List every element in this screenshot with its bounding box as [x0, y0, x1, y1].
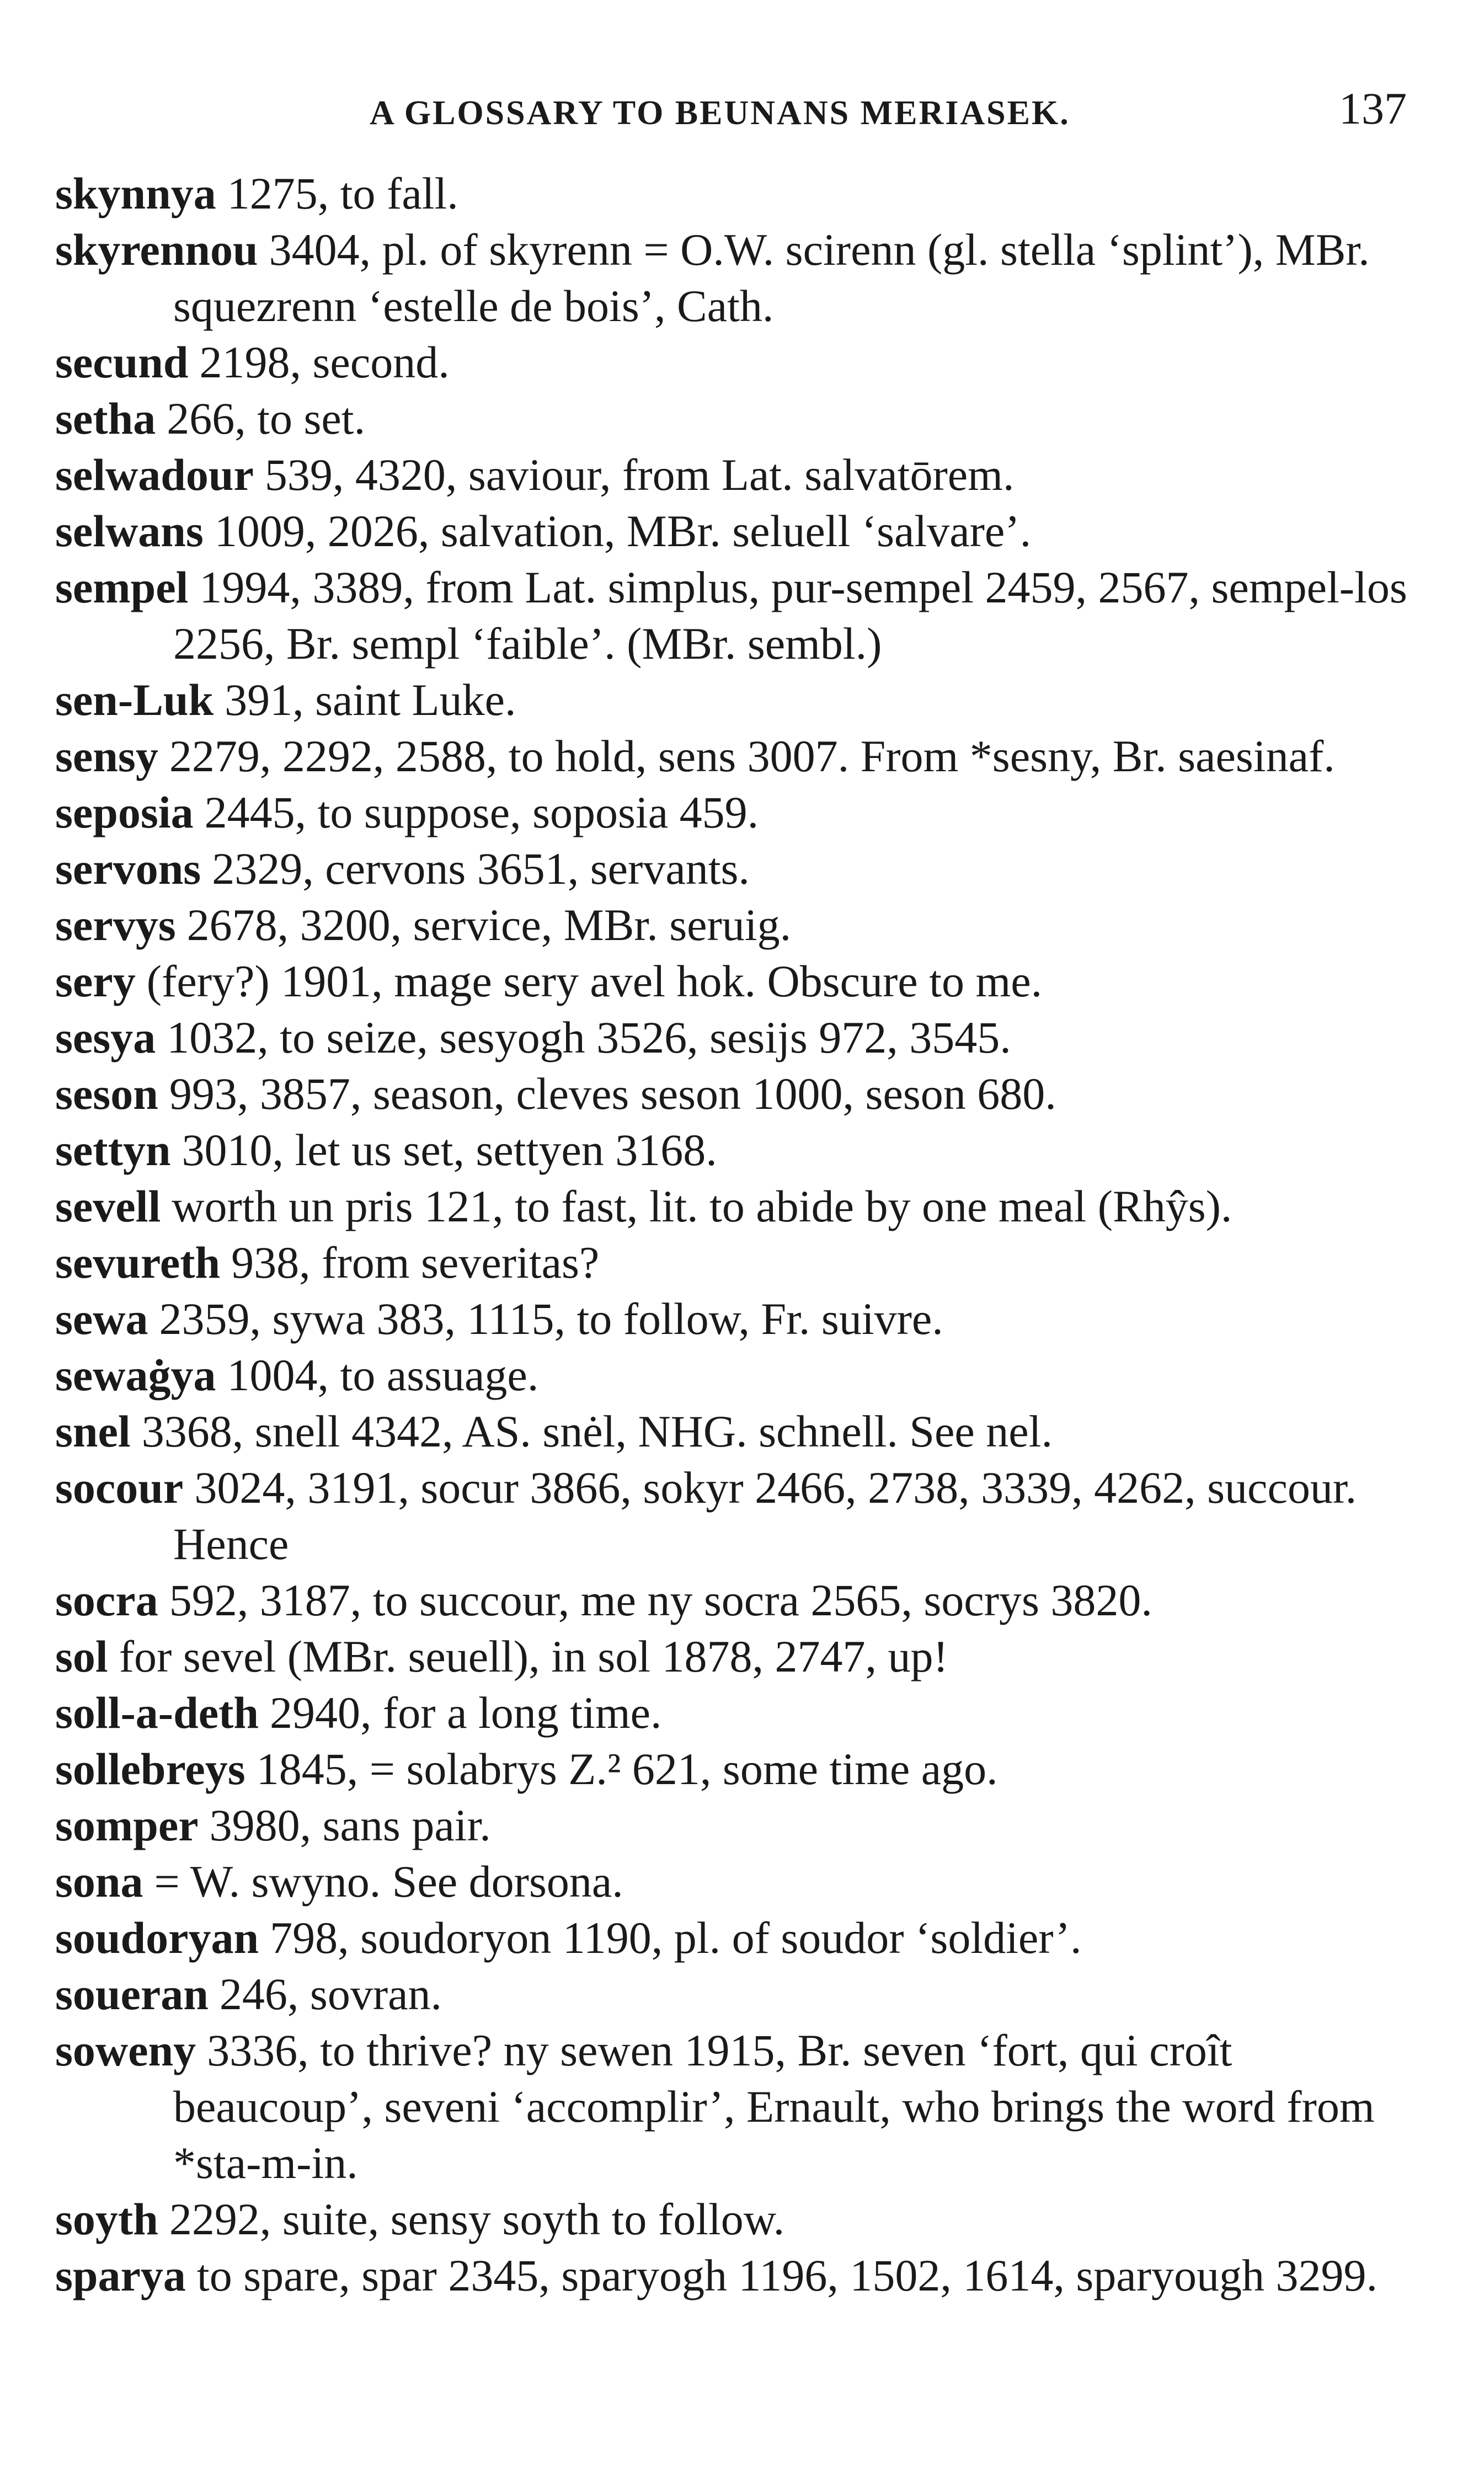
entry-text: 938, from severitas?: [231, 1237, 600, 1288]
entry-headword: seposia: [55, 787, 194, 837]
glossary-entry: [55, 672, 1418, 728]
glossary-entry: [55, 1741, 1418, 1797]
entry-headword: snel: [55, 1406, 131, 1456]
entry-headword: sesya: [55, 1012, 156, 1063]
entry-text: 266, to set.: [167, 393, 366, 444]
entry-headword: sevell: [55, 1181, 161, 1231]
glossary-entry: [55, 897, 1418, 953]
entry-headword: soudoryan: [55, 1913, 259, 1963]
glossary-entry: [55, 1122, 1418, 1178]
glossary-entry: [55, 1066, 1418, 1122]
entry-text: 391, saint Luke.: [225, 675, 516, 725]
glossary-entry: [55, 1966, 1418, 2022]
entry-text: 539, 4320, saviour, from Lat. salvatōrem.: [264, 450, 1015, 500]
entry-text: 993, 3857, season, cleves seson 1000, seson 680.: [169, 1069, 1056, 1119]
entry-text: 3024, 3191, socur 3866, sokyr 2466, 2738, 3339, 4262, succour. Hence: [173, 1462, 1357, 1569]
entry-text: 3980, sans pair.: [209, 1800, 491, 1850]
glossary-entry: [55, 2022, 1418, 2191]
entry-text: 3368, snell 4342, AS. snėl, NHG. schnell. See nel.: [141, 1406, 1053, 1456]
entry-headword: seson: [55, 1069, 158, 1119]
running-title: A GLOSSARY TO BEUNANS MERIASEK.: [370, 94, 1070, 132]
glossary-entry: [55, 447, 1418, 503]
entry-text: 2359, sywa 383, 1115, to follow, Fr. suivre.: [159, 1294, 943, 1344]
entry-headword: soweny: [55, 2025, 196, 2075]
glossary-entry: [55, 1460, 1418, 1572]
glossary-entry: [55, 1010, 1418, 1066]
glossary-entry: [55, 1910, 1418, 1966]
glossary-entry: [55, 222, 1418, 334]
glossary-entry: [55, 391, 1418, 447]
glossary-entry: [55, 559, 1418, 672]
glossary-entry: [55, 1235, 1418, 1291]
entry-headword: servons: [55, 844, 201, 894]
glossary-entry: [55, 334, 1418, 391]
glossary-entry: [55, 953, 1418, 1010]
entry-text: 592, 3187, to succour, me ny socra 2565, socrys 3820.: [169, 1575, 1152, 1625]
glossary-entry: [55, 2248, 1418, 2304]
glossary-entry: [55, 1629, 1418, 1685]
entry-text: 1994, 3389, from Lat. simplus, pur-sempel 2459, 2567, sempel-los 2256, Br. sempl ‘faible’. (MBr. sembl.): [173, 562, 1407, 669]
entry-headword: setha: [55, 393, 156, 444]
glossary-entry: [55, 1291, 1418, 1347]
entry-text: 1004, to assuage.: [227, 1350, 539, 1400]
entry-headword: sollebreys: [55, 1744, 245, 1794]
entry-headword: sewa: [55, 1294, 148, 1344]
entry-text: 798, soudoryon 1190, pl. of soudor ‘soldier’.: [270, 1913, 1082, 1963]
glossary-entry: [55, 841, 1418, 897]
entry-text: for sevel (MBr. seuell), in sol 1878, 2747, up!: [119, 1631, 948, 1681]
glossary-entry: [55, 784, 1418, 841]
glossary-entry: [55, 166, 1418, 222]
entry-headword: selwadour: [55, 450, 254, 500]
entry-text: = W. swyno. See dorsona.: [154, 1856, 623, 1907]
glossary-entry: [55, 1178, 1418, 1235]
entry-headword: secund: [55, 337, 189, 387]
entry-headword: sol: [55, 1631, 108, 1681]
page-number: 137: [1339, 83, 1407, 134]
entry-headword: soyth: [55, 2194, 158, 2244]
glossary-entry: [55, 1854, 1418, 1910]
entry-headword: sery: [55, 956, 136, 1006]
entry-headword: socour: [55, 1462, 184, 1513]
entry-text: 2329, cervons 3651, servants.: [212, 844, 750, 894]
entry-headword: selwans: [55, 506, 204, 556]
entry-text: worth un pris 121, to fast, lit. to abide by one meal (Rhŷs).: [172, 1181, 1232, 1231]
entry-headword: sen-Luk: [55, 675, 214, 725]
entry-text: 1275, to fall.: [227, 168, 458, 218]
entry-headword: sparya: [55, 2250, 186, 2300]
entry-headword: servys: [55, 900, 176, 950]
entry-headword: sempel: [55, 562, 189, 612]
entry-text: 3336, to thrive? ny sewen 1915, Br. seven ‘fort, qui croît beaucoup’, seveni ‘accomplir’, Ernault, who brings the word from *sta-m-in.: [173, 2025, 1375, 2188]
glossary-entry: [55, 503, 1418, 559]
entry-headword: sewaġya: [55, 1350, 216, 1400]
glossary-entry: [55, 1347, 1418, 1403]
entry-headword: skynnya: [55, 168, 216, 218]
entry-text: to spare, spar 2345, sparyogh 1196, 1502, 1614, sparyough 3299.: [196, 2250, 1378, 2300]
glossary-entry: [55, 728, 1418, 784]
glossary-entries: [55, 166, 1418, 2304]
entry-text: 2678, 3200, service, MBr. seruig.: [186, 900, 792, 950]
entry-headword: sevureth: [55, 1237, 221, 1288]
entry-text: 2940, for a long time.: [270, 1688, 662, 1738]
entry-text: 1009, 2026, salvation, MBr. seluell ‘salvare’.: [214, 506, 1032, 556]
entry-headword: skyrennou: [55, 225, 258, 275]
glossary-entry: [55, 1403, 1418, 1460]
entry-text: (fery?) 1901, mage sery avel hok. Obscure to me.: [146, 956, 1043, 1006]
glossary-entry: [55, 2191, 1418, 2248]
entry-headword: settyn: [55, 1125, 171, 1175]
glossary-entry: [55, 1572, 1418, 1629]
entry-text: 2198, second.: [199, 337, 450, 387]
entry-text: 1032, to seize, sesyogh 3526, sesijs 972, 3545.: [167, 1012, 1011, 1063]
entry-headword: sensy: [55, 731, 158, 781]
entry-text: 2279, 2292, 2588, to hold, sens 3007. From *sesny, Br. saesinaf.: [169, 731, 1335, 781]
entry-headword: sona: [55, 1856, 143, 1907]
page-header: [55, 83, 1418, 138]
glossary-entry: [55, 1797, 1418, 1854]
entry-text: 2292, suite, sensy soyth to follow.: [169, 2194, 785, 2244]
entry-text: 3404, pl. of skyrenn = O.W. scirenn (gl. stella ‘splint’), MBr. squezrenn ‘estelle de bois’, Cath.: [173, 225, 1370, 331]
entry-text: 3010, let us set, settyen 3168.: [182, 1125, 717, 1175]
entry-text: 2445, to suppose, soposia 459.: [204, 787, 759, 837]
entry-headword: soueran: [55, 1969, 209, 2019]
entry-text: 1845, = solabrys Z.² 621, some time ago.: [256, 1744, 998, 1794]
entry-headword: somper: [55, 1800, 199, 1850]
entry-text: 246, sovran.: [219, 1969, 442, 2019]
entry-headword: soll-a-deth: [55, 1688, 259, 1738]
glossary-entry: [55, 1685, 1418, 1741]
entry-headword: socra: [55, 1575, 158, 1625]
